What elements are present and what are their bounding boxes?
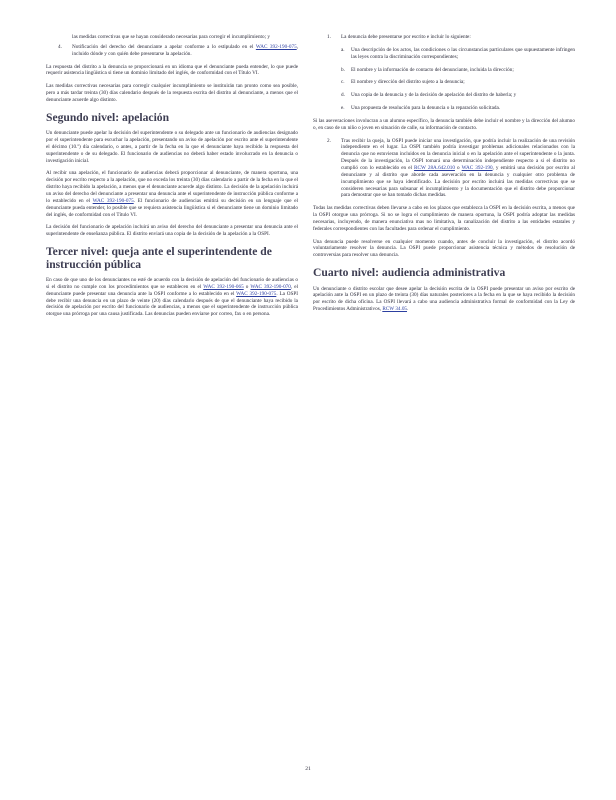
item4-text-after: , incluido dónde y con quién debe presentarse la apelación.	[72, 43, 299, 57]
response-paragraph: La respuesta del distrito a la denuncia se proporcionará en un idioma que el denunciante pueda entender, lo que puede requerir asistencia lingüística si tiene un dominio limitado del inglés, de conformidad con el Título VI.	[46, 63, 298, 77]
cuarto-text-1: Un denunciante o distrito escolar que desee apelar la decisión escrita de la OSPI puede presentar un aviso por escrito de apelación ante la OSPI en un plazo de treinta (30) días naturales posteriores a la fecha en la que se haya recibido la decisión por escrito de dicha oficina. La OSPI llevará a cabo una audiencia administrativa formal de conformidad con la Ley de Procedimientos Administrativos,	[313, 285, 575, 313]
third-level-paragraph	[46, 277, 298, 318]
right-column	[313, 34, 575, 319]
page-number: 21	[305, 766, 311, 772]
wac-link[interactable]: WAC 392-190-075	[236, 290, 277, 297]
fourth-level-paragraph	[313, 286, 575, 313]
list-number: 4.	[58, 43, 62, 50]
sub-item-e	[341, 105, 575, 112]
left-column	[46, 34, 298, 324]
ter-text-1: En caso de que uno de los denunciantes no esté de acuerdo con la decisión de apelación del funcionario de audiencias o si el distrito no cumple con los procedimientos que se establecen en el	[46, 277, 298, 290]
rcw-link[interactable]: RCW 28A.642.010	[414, 164, 455, 171]
list-item-text	[341, 138, 575, 200]
sub-item-text: El nombre y la información de contacto del denunciante, incluida la dirección;	[351, 66, 514, 73]
appeal-p2-after: . El funcionario de audiencias emitirá su decisión en un lenguaje que el denunciante pueda entender, lo posible que se requiera asistencia lingüística si el denunciante tiene un dominio limitado del inglés, de conformidad con el Título VI.	[46, 197, 299, 218]
sub-letter: b.	[341, 66, 345, 73]
sub-item-b	[341, 66, 575, 74]
list-number: 2.	[327, 137, 331, 144]
continued-list-text: las medidas correctivas que se hayan considerado necesarias para corregir el incumplimiento; y	[72, 34, 270, 40]
wac-link[interactable]: WAC 392-190-070	[250, 283, 291, 290]
sub-letter: e.	[341, 105, 345, 112]
list-number: 1.	[327, 34, 331, 40]
wac-link[interactable]: WAC 392-190-065	[203, 283, 244, 290]
resolution-paragraph: Una denuncia puede resolverse en cualquier momento cuando, antes de concluir la investigación, el distrito acordó voluntariamente resolver la denuncia. La OSPI puede proporcionar asistencia técnica y métodos de resolución de controversias para resolver una denuncia.	[313, 238, 575, 259]
sub-letter: d.	[341, 92, 345, 99]
list-item-4	[58, 44, 298, 58]
item4-text-before: Notificación del derecho del denunciante a apelar conforme a lo estipulado en el	[72, 43, 254, 50]
ter-text-3: , el denunciante puede presentar una denuncia ante la OSPI conforme a lo establecido en el	[46, 283, 299, 297]
rcw-link[interactable]: RCW 34.05	[382, 306, 408, 313]
wac-link[interactable]: WAC 392-190-075	[255, 43, 297, 50]
cuarto-text-2: .	[407, 306, 409, 313]
sub-letter: c.	[341, 79, 345, 86]
appeal-paragraph-2	[46, 170, 298, 218]
heading-second-level: Segundo nivel: apelación	[46, 110, 170, 124]
list-item-text	[72, 44, 298, 58]
item2-text-2: o	[454, 164, 460, 171]
list-item-text: La denuncia debe presentarse por escrito e incluir lo siguiente:	[341, 34, 471, 40]
corrective-deadlines-paragraph: Todas las medidas correctivas deben llevarse a cabo en los plazos que establezca la OSPI en la decisión escrita, a menos que la OSPI otorgue una prórroga. Si no se logra el cumplimiento de manera oportuna, la OSPI podría adoptar las medidas necesarias, incluyendo, de manera enunciativa mas no limitativa, la canalización del distrito a las entidades estatales y federales correspondientes con las facultades para ordenar el cumplimiento.	[313, 205, 575, 232]
sub-item-a	[341, 46, 575, 61]
heading-fourth-level: Cuarto nivel: audiencia administrativa	[313, 266, 506, 280]
ter-text-4: . La OSPI debe recibir una denuncia en un plazo de veinte (20) días calendario después de que el denunciante haya recibido la decisión de apelación por escrito del funcionario de audiencias, a menos que el superintendente de instrucción pública otorgue una prórroga por una causa justificada. Las denuncias pueden enviarse por correo, fax o en persona.	[46, 290, 299, 318]
appeal-paragraph-1: Un denunciante puede apelar la decisión del superintendente o su delegado ante un funcionario de audiencias designado por el superintendente para escuchar la apelación, presentando un aviso de apelación por escrito ante el superintendente el décimo (10.º) día calendario, o antes, a partir de la fecha en la que el denunciante haya recibido la respuesta del superintendente o de su delegado. El funcionario de audiencias no deberá haber estado involucrado en la denuncia o investigación inicial.	[46, 130, 298, 164]
appeal-p2-before: Al recibir una apelación, el funcionario de audiencias deberá proporcionar al denunciante, de manera oportuna, una decisión por escrito respecto a la apelación, que no exceda los treinta (30) días calendario a partir de la fecha en la que el distrito haya recibido la apelación, a menos que el denunciante acuerde algo distinto. La decisión de la apelación incluirá un aviso del derecho del denunciante a presentar una denuncia ante el superintendente de instrucción pública conforme a lo establecido en el	[46, 170, 298, 204]
sub-item-text: El nombre y dirección del distrito sujeto a la denuncia;	[351, 79, 465, 86]
ter-text-2: o	[243, 283, 249, 290]
sub-item-text: Una descripción de los actos, las condiciones o las circunstancias particulares que supuestamente infringen las leyes contra la discriminación correspondientes;	[351, 46, 575, 60]
heading-third-level: Tercer nivel: queja ante el superintendente de instrucción pública	[46, 245, 272, 271]
sub-item-d	[341, 92, 575, 99]
sub-item-text: Una propuesta de resolución para la denuncia o la reparación solicitada.	[351, 105, 501, 112]
corrective-measures-paragraph: Las medidas correctivas necesarias para corregir cualquier incumplimiento se instituirán tan pronto como sea posible, pero a más tardar treinta (30) días calendario después de la respuesta escrita del distrito al denunciante, a menos que el denunciante acuerde algo distinto.	[46, 83, 298, 103]
sub-letter: a.	[341, 46, 345, 53]
item2-text-3: , y emitirá una decisión por escrito al denunciante y al distrito que aborde cada aseveración en la denuncia y cualquier otro problema de incumplimiento que se haya identificado. La decisión por escrito incluirá las medidas correctivas que se consideren necesarias para subsanar el incumplimiento y la documentación que el distrito debe proporcionar para demostrar que se han tomado dichas medidas.	[341, 164, 576, 199]
student-allegations-paragraph: Si las aseveraciones involucran a un alumno específico, la denuncia también debe incluir el nombre y la dirección del alumno o, en caso de un niño o joven en situación de calle, su información de contacto.	[313, 117, 575, 131]
wac-link[interactable]: WAC 392-190-075	[92, 197, 134, 204]
list-item-2	[327, 138, 575, 200]
item2-text-1: Tras recibir la queja, la OSPI puede iniciar una investigación, que podría incluir la realización de una revisión independiente en el lugar. La OSPI también podría investigar problemas adicionales relacionados con la denuncia que no estuvieran incluidos en la denuncia inicial o en la apelación ante el superintendente o la junta. Después de la investigación, la OSPI tomará una determinación independiente respecto a si el distrito no cumplió con lo establecido en el	[341, 137, 575, 171]
list-item-1	[327, 34, 575, 41]
sub-item-c	[341, 79, 575, 86]
wac-link[interactable]: WAC 392-190	[461, 164, 493, 171]
appeal-paragraph-3: La decisión del funcionario de apelación incluirá un aviso del derecho del denunciante a presentar una denuncia ante el superintendente de enseñanza pública. El distrito enviará una copia de la decisión de la apelación a la OSPI.	[46, 224, 298, 238]
sub-item-text: Una copia de la denuncia y de la decisión de apelación del distrito de haberla; y	[351, 92, 517, 99]
